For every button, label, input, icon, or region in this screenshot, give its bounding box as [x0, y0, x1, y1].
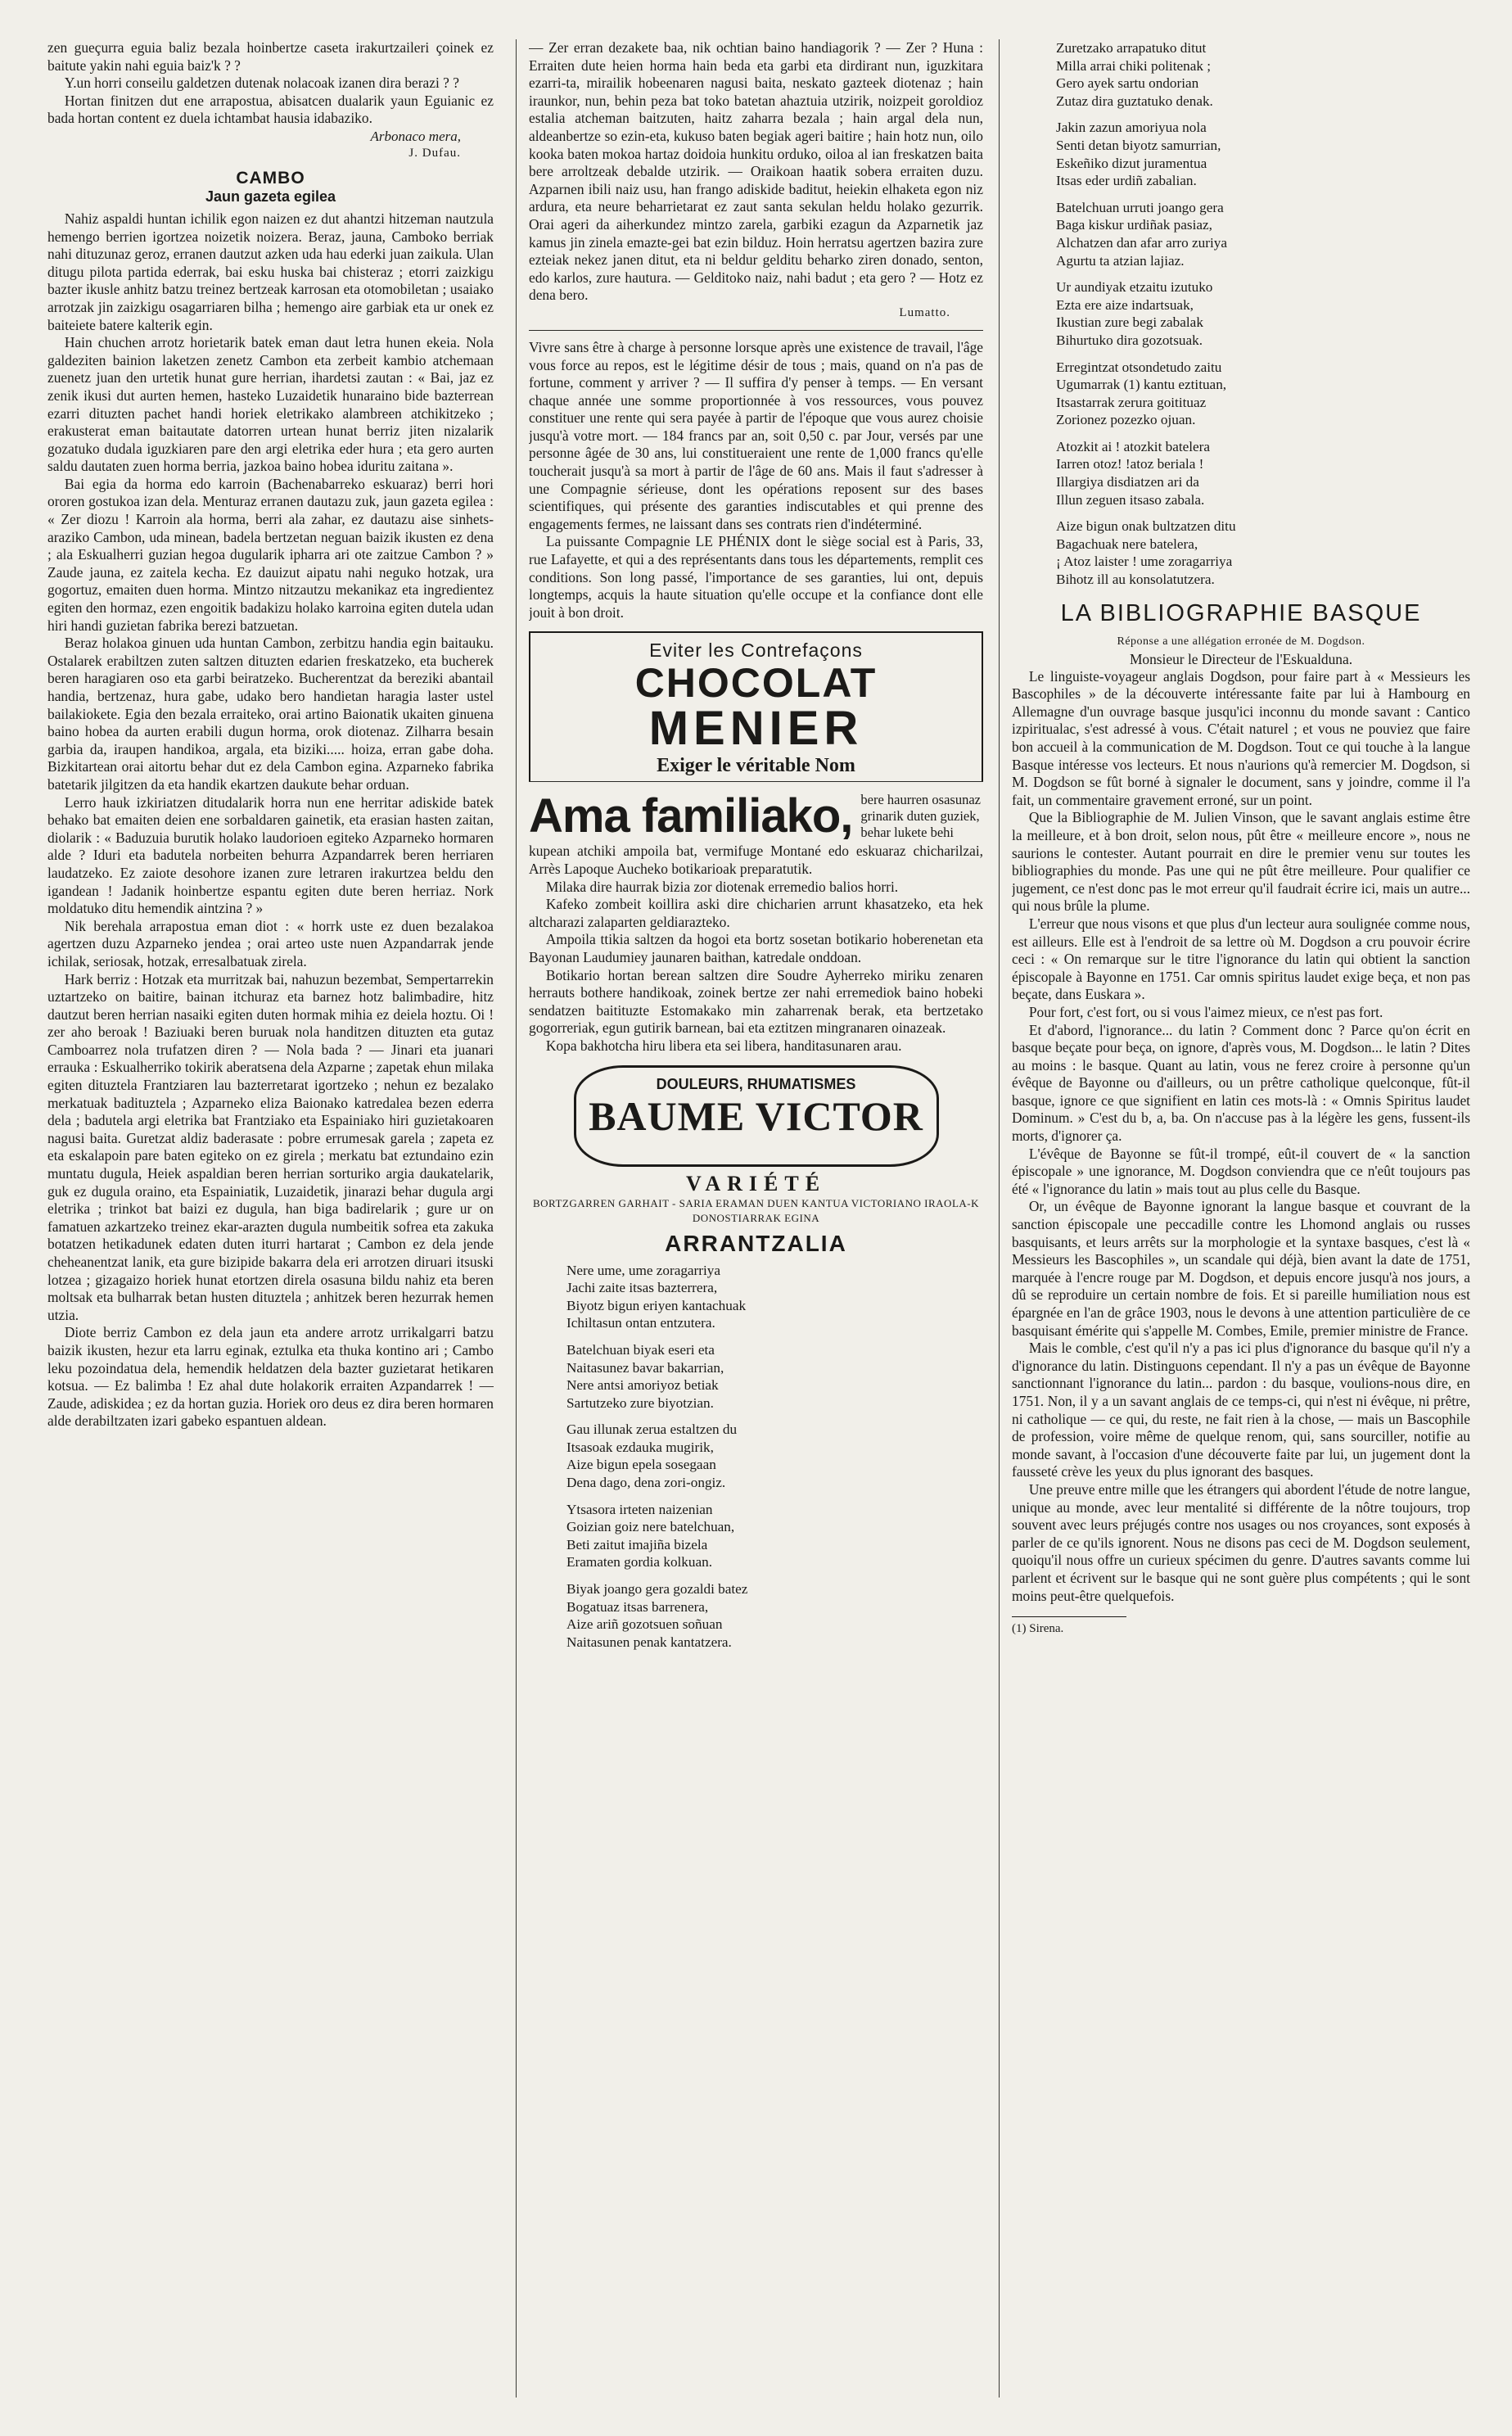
poem-line: Biyak joango gera gozaldi batez — [566, 1581, 748, 1598]
poem-line: Zuretzako arrapatuko ditut — [1056, 40, 1207, 56]
signature-place: Arbonaco mera, — [370, 128, 461, 144]
poem-line: Eskeñiko dizut juramentua — [1056, 155, 1207, 171]
article-paragraph: Que la Bibliographie de M. Julien Vinson, que le savant anglais estime être la meilleure, et à bon droit, selon nous, pût être « meilleure encore », nous ne saurions le contester. Autant pourrait en dire le premier venu sur toutes les bibliographies du monde. Pas une qui ne pût être meilleure. Pour qualifier ce jugement, ce n'est donc pas le mot erreur qu'il faudrait écrire ici, mais un autre... qui nous brûle la plume. — [1012, 809, 1470, 915]
ama-advert-text: Kopa bakhotcha hiru libera eta sei libera, handitasunaren arau. — [545, 1037, 902, 1054]
article-heading: CAMBO — [236, 168, 305, 188]
poem-line: Gau illunak zerua estaltzen du — [566, 1421, 738, 1438]
poem-line: ¡ Atoz laister ! ume zoragarriya — [1056, 554, 1233, 570]
article-heading: LA BIBLIOGRAPHIE BASQUE — [1060, 599, 1422, 626]
poem-line: Iarren otoz! !atoz beriala ! — [1056, 456, 1204, 472]
footnote-rule — [1012, 1616, 1126, 1617]
article-salutation: Jaun gazeta egilea — [205, 188, 336, 205]
poem-line: Illargiya disdiatzen ari da — [1056, 474, 1199, 490]
article-paragraph: Nahiz aspaldi huntan ichilik egon naizen ez dut ahantzi hitzeman nautzula hemengo berrien igortzea noizetik noizera. Beraz, jauna, Camboko berriak nahi dituzunaz geroz, erranen dautzut azken uda hau ederki juan zaikula. Ulan ditugu pilota partida ederrak, bai esku huska bai chisteraz ; etorri zaizkigu bazter ikusle anhitz batzu treinez bertzeak karrosan eta otomobiletan ; usaiako arrotzak jin zaizkigu osagarriaren bilha ; hemengo aire garbiak eta ur onek ez baiteiete batere kalterik egin. — [47, 210, 494, 333]
letter-paragraph: zen gueçurra eguia baliz bezala hoinbertze caseta irakurtzaileri çoinek ez baitute yakin nahi eguia baiz'k ? ? — [47, 39, 494, 74]
newspaper-page — [47, 39, 1470, 2398]
signature-name: Lumatto. — [899, 305, 950, 319]
poem-line: Biyotz bigun eriyen kantachuak — [566, 1297, 747, 1313]
poem-line: Batelchuan biyak eseri eta — [566, 1341, 715, 1358]
article-paragraph: Lerro hauk izkiriatzen ditudalarik horra nun ene herritar adiskide batek behako bat emaiten deien ene sorbaldaren gainetik, eta erasian hasten zaitan, diolarik : « Baduzuia burutik holako laudorioen egiteko Azparneko hormaren alde ? Iduri eta badutela norbeiten behurra Azpandarrek beren herriaren laudatzeko. Ez zaiote desohore izanen zure letraren irakurtzea beldu den igandean ! Jadanik hoinbertze espantu egiten dute beren herriaz. Nork moldatuko ditu hemendik aintzina ? » — [47, 793, 494, 917]
baume-tagline: DOULEURS, RHUMATISMES — [656, 1075, 856, 1092]
column-right — [1012, 39, 1470, 2398]
baume-brand: BAUME VICTOR — [589, 1092, 923, 1139]
article-paragraph: Beraz holakoa ginuen uda huntan Cambon, zerbitzu handia egin baitauku. Ostalarek erabiltzen zuten saltzen dituzten edarien freskatzeko, eta bucherek beren haragiaren oso eta garbi beiratzeko. Bucherentzat da bereziki abantail handia, bertzenaz, hura gabe, udako bero handietan haragia laster ustel bailakiokete. Egia den bezala erraiteko, orai artino Baionatik ukaiten ginuena baino hobea da aurten erabili dugun horma, orok diotenaz. Zilharra besain garbia da, iraupen handikoa, argala, eta biziki..... hoiza, erran gabe doha. Bizkitartean orai aitortu behar dut ez dela Cambon egina. Azparneko fabrika batetarik jilgitzen da eta handik ekartzen daukute behar orduan. — [47, 635, 494, 793]
poem-line: Ugumarrak (1) kantu eztituan, — [1056, 377, 1227, 393]
poem-line: Nere ume, ume zoragarriya — [566, 1262, 721, 1278]
column-rule — [999, 39, 1000, 2398]
menier-brand-line2: MENIER — [648, 702, 864, 756]
letter-paragraph: Y.un horri conseilu galdetzen dutenak nolacoak izanen dira berazi ? ? — [64, 75, 459, 92]
poem-line: Milla arrai chiki politenak ; — [1056, 57, 1212, 74]
section-subheading: BORTZGARREN GARHAIT - SARIA ERAMAN DUEN KANTUA VICTORIANO IRAOLA-K DONOSTIARRAK EGINA — [533, 1196, 979, 1224]
poem-stanza — [566, 1262, 983, 1332]
poem-line: Itsasoak ezdauka mugirik, — [566, 1439, 714, 1455]
ama-advert-text: kupean atchiki ampoila bat, vermifuge Montané edo eskuaraz chicharilzai, Arrès Lapoque Aucheko botikarioak preparatutik. — [529, 843, 983, 877]
poem-line: Bihurtuko dira gozotsuak. — [1056, 332, 1203, 348]
ama-advert-text: Botikario hortan berean saltzen dire Soudre Ayherreko miriku zenaren herrauts bothere handikoak, zoinek bertze zer nahi erremediok baino hobeki sendatzen baitituzte Estomakako min zaharrenak berak, eta bertzetako gogorreriak, egun gutirik barnean, bai eta eztitzen mingranaren oinazeak. — [529, 966, 983, 1037]
article-paragraph: Et d'abord, l'ignorance... du latin ? Comment donc ? Parce qu'on écrit en basque beçate pour beça, on ignore, d'après vous, M. Dogdson... le latin ? Dites au moins : le basque. Quant au latin, vous ne ferez croire à personne qu'un évêque de Bayonne ou d'ailleurs, ou un prêtre catholique quelconque, fût-il basque, ignore ce que signifient en latin ces mots-là : « Omnis Spiritus laudet Dominum. » C'est du b, a, ba. On n'accuse pas à la légère les gens, fussent-ils morts, d'ignorer ça. — [1012, 1021, 1470, 1145]
poem-stanza — [566, 1580, 983, 1651]
article-subheading: Réponse a une allégation erronée de M. Dogdson. — [1117, 635, 1365, 648]
poem-line: Bogatuaz itsas barrenera, — [566, 1598, 709, 1615]
article-paragraph: Le linguiste-voyageur anglais Dogdson, pour faire part à « Messieurs les Bascophiles » de la découverte intéressante faite par lui à Hambourg en Allemagne d'un ouvrage basque jusqu'ici inconnu du monde savant : Cantico izpiritualac, s'est adressé à vous. C'était naturel ; et vous ne pouviez que faire bon accueil à la communication de M. Dogdson. Tout ce qui touche à la langue Basque intéresse vos lecteurs. Et nous n'aurions qu'à remercier M. Dogdson, si M. Dogdson se fût borné à signaler le document, sans y joindre, comme il l'a fait, un commentaire gravement erroné, sur un point. — [1012, 667, 1470, 808]
poem-stanza — [1056, 119, 1470, 189]
poem-line: Erregintzat otsondetudo zaitu — [1056, 359, 1222, 375]
article-paragraph: Bai egia da horma edo karroin (Bachenabarreko eskuaraz) berri hori ororen gostukoa izan dela. Menturaz erranen dautazu zuk, jaun gazeta egilea : « Zer diozu ! Karroin ala horma, berri ala zahar, ez dautazu aise sinhets-araziko Cambon, uda minean, badela bertzetan neguan baizik ikusten ez dena ; ala Eskualherri guzian hegoa dugularik ipharra ari ote zaitzue Cambon ? » Zaude jauna, ez zaitela kecha. Ez dauizut aipatu nahi neguko hotzak, ura gogortuz, emaiten duen horma. Mintzo nitzautzu mekanikaz eta ingredientez egiten den hormaz, ezen engoitik badakizu holako karroina egiten dutela udan hiri handi guzietan fabrika berezi batzuetan. — [47, 475, 494, 634]
divider — [529, 330, 983, 331]
ama-advert-title: Ama familiako, — [529, 789, 853, 843]
menier-advert — [529, 631, 983, 781]
poem-line: Senti detan biyotz samurrian, — [1056, 137, 1221, 153]
ama-advert-text: Ampoila ttikia saltzen da hogoi eta bortz sosetan botikario hoberenetan eta Bayonan Laudumiey jaunaren baithan, katredale onddoan. — [529, 931, 983, 965]
ama-advert-text: Kafeko zombeit koillira aski dire chicharien arrunt khasatzeko, eta hek altcharazi zalaparten geldiarazteko. — [529, 896, 983, 930]
article-paragraph: — Zer erran dezakete baa, nik ochtian baino handiagorik ? — Zer ? Huna : Erraiten dute heien horma hain beda eta garbi eta dirdirant nun, iguzkitara ezarri-ta, mirailik hobeenaren nagusi baita, neskato gazteek diotenaz ; hain iraunkor, nun, behin peza bat toko batetan ahaztuia utzirik, noizpeit goroldioz estalia atcheman baitzuten, haitz zaharra bezala ; hain argal dela nun, aldeanbertze so ezin-eta, kukuso baten begiak ageri baitire ; hain hotz nun, oilo kooka baten mokoa hartaz doidoia hunkitu orduko, oiloa al ian freskatzen baita bere arroltzeak debalde utzirik. — Oraikoan haatik sobera erraiten duzu. Azparnen ibili naiz usu, han frango adiskide baditut, heiekin elhaketa egon niz ardura, eta neure beharrietarat ez zaut santa sekulan heldu holako gezurrik. Orai ageri da aiherkundez mintzo zarela, garbiki ezagun da Azparnetik jaz kamus jin zinela emazte-gei bat ezin bilduz. Hoin herratsu agertzen bazira zure ezteiak nekez janen ditut, eta ni beldur gelditu beharko ziren donado, senton, edo karlos, zure hautura. — Gelditoko naiz, nahi badut ; eta gero ? — Hotz ez dena bero. — [529, 39, 983, 304]
poem-line: Gero ayek sartu ondorian — [1056, 75, 1199, 92]
poem-stanza — [1056, 517, 1470, 588]
poem-line: Ur aundiyak etzaitu izutuko — [1056, 279, 1213, 296]
poem-line: Aize ariñ gozotsuen soñuan — [566, 1616, 723, 1633]
poem-line: Aize bigun epela sosegaan — [566, 1457, 716, 1473]
article-paragraph: L'évêque de Bayonne se fût-il trompé, eût-il couvert de « la sanction épiscopale » une ignorance, M. Dogdson conviendra que ce n'eût toujours pas été « l'ignorance du latin » mais tout au plus celle du Basque. — [1012, 1145, 1470, 1197]
poem-body — [529, 1262, 983, 1652]
poem-line: Jakin zazun amoriyua nola — [1056, 120, 1207, 136]
poem-stanza — [1056, 438, 1470, 508]
poem-line: Nere antsi amoriyoz betiak — [566, 1377, 719, 1394]
menier-slogan: Exiger le véritable Nom — [657, 755, 855, 777]
poem-line: Itsas eder urdiñ zabalian. — [1056, 173, 1197, 189]
poem-line: Illun zeguen itsaso zabala. — [1056, 491, 1205, 508]
poem-line: Zutaz dira guztatuko denak. — [1056, 93, 1213, 109]
poem-line: Bihotz ill au konsolatutzera. — [1056, 572, 1215, 588]
poem-line: Eramaten gordia kolkuan. — [566, 1554, 713, 1571]
poem-line: Ezta ere aize indartsuak, — [1056, 296, 1194, 313]
article-paragraph: Hark berriz : Hotzak eta murritzak bai, nahuzun bezembat, Sempertarrekin uztartzeko on baitire, bainan itchuraz eta barnez hotz balimbadire, hitz dautzut beren herrian nasaiki egiten duten hormak mihia ez deiela hoztu. Oi ! zer aho beroak ! Baziuaki beren buruak nola handitzen dituzten eta gutaz Camboarrez nola trufatzen diren ? — Nola bada ? — Jinari eta juanari errauka : Eskualherriko tokirik aberatsena dela Azparne ; zapetak ehun milaka egiten dituztela Frantziaren lau bazterretarat igortzeko ; nehun ez bezalako merkatuak badituztela ; Azparneko eliza Baionako katredalea bezen ederra dela ; badutela argi eletrika bat Frantziako eta Espainiako hiri guzietakoaren nagusi baita. Guretzat aldiz baderasate : pobre errumesak garela ; zapeta ez eta eskalapoin pare baten egiteko on ez girela ; merkatu bat eztundaino ezin muntatu dugula, Heiek aspaldian beren herrian sorturiko argia daukatelarik, guk ez dugula oraino, eta Espainiatik, Luzaidetik, jinarazi behar dugula argi eletrika ; trinkot bat baizi ez dugula, han biga badirelarik ; gure ur on famatuen azkartzeko treinez ekar-arazten dugula numbeitik sofrea eta zakuka botatzen hetikadunek edaten duten iturri hartarat ; Cambon ez dela jende cheheanentzat lanik, eta gure bizipide bakarra dela eri arrotzen diruari itsuski lotzea ; gizagaizo horiek hunat etortzen direla osasuna bildu nahiz eta beren moltsak eta bulharrak betan husten dituztela ; anhitzek beren hezurrak hemen utzia. — [47, 970, 494, 1323]
poem-stanza — [1056, 199, 1470, 269]
poem-line: Dena dago, dena zori-ongiz. — [566, 1475, 726, 1491]
poem-line: Goizian goiz nere batelchuan, — [566, 1519, 735, 1535]
poem-line: Atozkit ai ! atozkit batelera — [1056, 438, 1211, 454]
poem-body-continued — [1012, 39, 1470, 589]
footnote: (1) Sirena. — [1012, 1622, 1064, 1636]
poem-line: Naitasunez bavar bakarrian, — [566, 1359, 724, 1376]
ama-advert-header — [529, 790, 983, 843]
article-salutation: Monsieur le Directeur de l'Eskualduna. — [1129, 650, 1353, 667]
article-paragraph: Pour fort, c'est fort, ou si vous l'aimez mieux, ce n'est pas fort. — [1028, 1003, 1383, 1020]
article-paragraph: Nik berehala arrapostua eman diot : « horrk uste ez duen bezalakoa agertzen duzu Azparneko jendea ; orai arteo uste nuen Azpandarrak jende ichilak, seriosak, hotzak, erresalbatuak zirela. — [47, 917, 494, 969]
phenix-ad-text: Vivre sans être à charge à personne lorsque après une existence de travail, l'âge vous force au repos, est le légitime désir de tous ; mais, quand on n'a pas de fortune, comment y arriver ? — Il suffira d'y penser à temps. — En versant chaque année une somme proportionnée à vos ressources, vous pouvez constituer une rente qui sera payée à partir de l'époque que vous aurez choisie jusqu'à votre mort. — 184 francs par an, soit 0,50 c. par Jour, versés par une personne âgée de 30 ans, lui constitueraient une rente de 1,000 francs qu'elle toucherait jusqu'à sa mort à partir de l'âge de 60 ans. Mais il faut s'adresser à une Compagnie sérieuse, dont les opérations reposent sur des bases scientifiques, qui présente des garanties indiscutables et qui prenne des engagements fermes, ne laissant dans ses contrats rien d'indéterminé. — [529, 338, 983, 532]
baume-victor-advert — [574, 1065, 939, 1167]
divider — [529, 781, 983, 782]
poem-line: Zorionez pozezko ojuan. — [1056, 412, 1196, 428]
signature-name: J. Dufau. — [408, 146, 461, 160]
phenix-ad-text: La puissante Compagnie LE PHÉNIX dont le siège social est à Paris, 33, rue Lafayette, et qui a des représentants dans tous les départements, remplit ces conditions. Son long passé, l'importance de ses garanties, lui ont, depuis longtemps, acquis la haute situation qu'elle occupe et la confiance dont elle jouit à bon droit. — [529, 533, 983, 621]
poem-line: Ytsasora irteten naizenian — [566, 1501, 713, 1517]
poem-stanza — [1056, 278, 1470, 349]
poem-line: Alchatzen dan afar arro zuriya — [1056, 234, 1227, 251]
poem-title: ARRANTZALIA — [665, 1230, 847, 1256]
poem-line: Beti zaitut imajiña bizela — [566, 1536, 708, 1552]
letter-paragraph: Hortan finitzen dut ene arrapostua, abisatcen dualarik yaun Eguianic ez bada hortan content ez duela ichtambat hausia idabaziko. — [47, 92, 494, 127]
poem-stanza — [566, 1341, 983, 1412]
article-paragraph: Une preuve entre mille que les étrangers qui abordent l'étude de notre langue, unique au monde, avec leur mentalité si différente de la nôtre toujours, trop souvent avec leurs préjugés contre nos usages ou nos croyances, sont exposés à parler de ce qu'ils ignorent. Nous ne disons pas ceci de M. Dogdson seulement, quoiqu'il nous offre un curieux spécimen du genre. D'autres savants comme lui parlent et écrivent sur le basque qui ne sont guère plus compétents ; qui le sont moins peut-être quelquefois. — [1012, 1480, 1470, 1604]
column-middle — [529, 39, 983, 2398]
column-rule — [516, 39, 517, 2398]
poem-line: Naitasunen penak kantatzera. — [566, 1634, 732, 1650]
poem-line: Batelchuan urruti joango gera — [1056, 199, 1224, 215]
poem-line: Bagachuak nere batelera, — [1056, 536, 1198, 552]
menier-brand-line1: CHOCOLAT — [634, 660, 878, 707]
poem-stanza — [566, 1421, 983, 1491]
poem-line: Ichiltasun ontan entzutera. — [566, 1315, 715, 1331]
poem-line: Sartutzeko zure biyotzian. — [566, 1394, 714, 1411]
article-paragraph: Or, un évêque de Bayonne ignorant la langue basque et couvrant de la sanction épiscopale une peccadille contre les Lhomond anglais ou russes basquisants, et leurs arrêts sur la morphologie et la syntaxe basques, c'est là « Messieurs les Bascophiles », un scandale qui déjà, bien avant la date de 1751, marquée à l'encre rouge par M. Dogdson, et depuis encore jusqu'à nos jours, a dû se reproduire un certain nombre de fois. Et si pareille humiliation nous est épargnée en l'an de grâce 1903, nous le devons à une attention particulière de ce basquisant émérite qui s'appelle M. Combes, Emile, premier ministre de France. — [1012, 1198, 1470, 1339]
column-left — [47, 39, 494, 2398]
poem-line: Aize bigun onak bultzatzen ditu — [1056, 518, 1236, 535]
poem-stanza — [1056, 39, 1470, 110]
poem-line: Itsastarrak zerura goitituaz — [1056, 394, 1207, 410]
poem-stanza — [1056, 359, 1470, 429]
poem-line: Ikustian zure begi zabalak — [1056, 314, 1203, 331]
poem-stanza — [566, 1501, 983, 1571]
article-paragraph: L'erreur que nous visons et que plus d'un lecteur aura soulignée comme nous, est ailleurs. Elle est à l'endroit de sa lettre où M. Dogdson a cru pouvoir écrire ceci : « On remarque sur le titre l'ignorance du latin qui obtient la sanction épiscopale à Bayonne en 1751. Car omnis spiritus laudet exige beça, et non pas beçate, dans Euskara ». — [1012, 915, 1470, 1003]
poem-line: Agurtu ta atzian lajiaz. — [1056, 252, 1185, 269]
section-heading: VARIÉTÉ — [685, 1171, 827, 1195]
poem-line: Baga kiskur urdiñak pasiaz, — [1056, 217, 1212, 233]
article-paragraph: Diote berriz Cambon ez dela jaun eta andere arrotz urrikalgarri batzu baizik ikusten, hezur eta larru eginak, eztulka eta thuka kontino ari ; Cambo leku pozoindatua dela, hemendik heldatzen dela bazter guzietarat hetikaren kotsua. — Ez balimba ! Ez ahal dute holakorik erraiten Azpandarrek ! — Zaude, adiskidea ; ez da hortan guzia. Horiek oro deus ez dira beren hormaren alde derabiltzaten izari gabeko espantuen aldean. — [47, 1324, 494, 1430]
ama-advert-lead: bere haurren osasunaz grinarik duten guziek, behar lukete behi — [860, 792, 981, 841]
article-paragraph: Mais le comble, c'est qu'il n'y a pas ici plus d'ignorance du basque qu'il n'y a d'ignorance du latin. Distinguons cependant. Il n'y a pas un évêque de Bayonne sanctionnant l'ignorance du latin... pardon : du basque, voulions-nous dire, en 1751. Non, il y a un savant anglais de ce temps-ci, qui n'est ni évêque, ni prêtre, ni catholique — ce qui, du reste, ne fait rien à la chose, — mais un Bascophile de profession, voire même de quelque renom, qui, sans sourciller, notifie au monde savant, à l'occasion d'une découverte faite par lui, un jugement dont la fausseté crève les yeux du plus ignorant des basques. — [1012, 1340, 1470, 1480]
poem-line: Jachi zaite itsas bazterrera, — [566, 1280, 718, 1296]
article-paragraph: Hain chuchen arrotz horietarik batek eman daut letra hunen ekeia. Nola galdeziten bainion laketzen zenetz Cambon eta zerbeit kambio atchemaan zuenetz juan den urtetik hunat gure herrian, ihardetsi zautan : « Bai, jaz ez zenik ikusi dut aurten hemen, hasteko Luzaidetik hunaraino bide bazterrean ezarri dituzten pachet handi horiek eletrikako alambreen atchikitzeko ; erakusterat eman baitautate datorren urtean hunat berriz jiten nizalarik gozatuko dudala iguzkiaren pare den argi eletrika eder hura ; eta gero aurten saldu dautaten zuen horma berria, jazkoa baino hobea iduritu zaitana ». — [47, 334, 494, 475]
menier-tagline: Eviter les Contrefaçons — [649, 640, 863, 662]
ama-advert-text: Milaka dire haurrak bizia zor diotenak erremedio balios horri. — [545, 878, 899, 895]
